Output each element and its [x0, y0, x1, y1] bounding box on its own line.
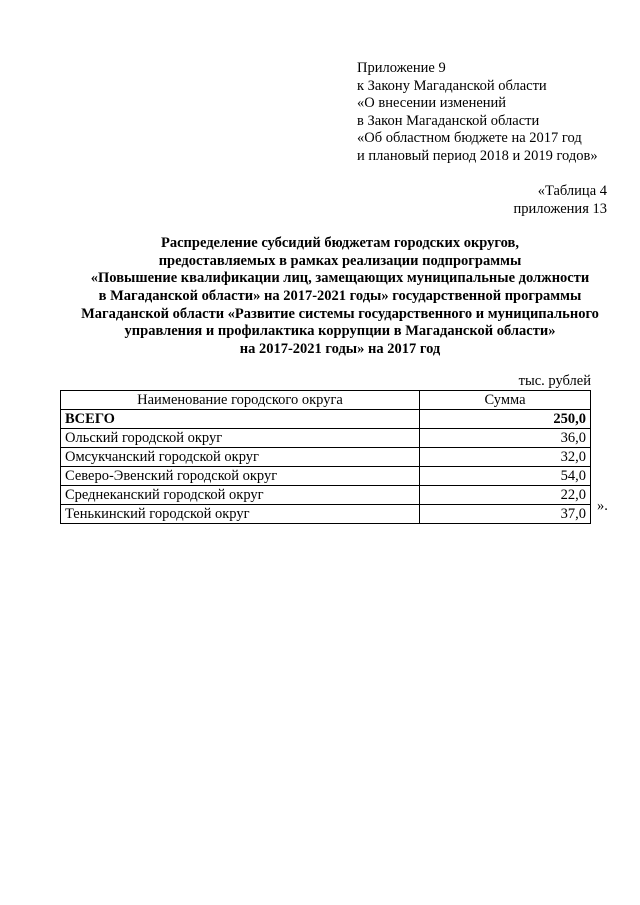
district-amount: 37,0	[420, 505, 591, 524]
table-row	[61, 486, 591, 505]
appendix-line: Приложение 9	[357, 60, 446, 76]
table-row	[61, 505, 591, 524]
units-label: тыс. рублей	[518, 373, 591, 389]
district-name: Среднеканский городской округ	[61, 486, 420, 505]
table-row	[61, 429, 591, 448]
title-line: Распределение субсидий бюджетам городских округов,	[161, 235, 519, 251]
appendix-line: и плановый период 2018 и 2019 годов»	[357, 147, 598, 164]
table-reference-line: «Таблица 4	[537, 183, 607, 199]
district-name: Северо-Эвенский городской округ	[61, 467, 420, 486]
total-label: ВСЕГО	[61, 410, 420, 429]
district-name: Ольский городской округ	[61, 429, 420, 448]
title-line: «Повышение квалификации лиц, замещающих муниципальные должности	[90, 270, 590, 287]
title-line: управления и профилактика коррупции в Магаданской области»	[124, 323, 556, 340]
appendix-line: к Закону Магаданской области	[357, 77, 547, 94]
district-amount: 32,0	[420, 448, 591, 467]
title-line: в Магаданской области» на 2017-2021 годы» государственной программы	[98, 288, 582, 305]
district-name: Омсукчанский городской округ	[61, 448, 420, 467]
header-name: Наименование городского округа	[61, 391, 420, 410]
title-line: Магаданской области «Развитие системы государственного и муниципального	[81, 305, 599, 322]
table-row	[61, 448, 591, 467]
table-reference-line: приложения 13	[513, 200, 607, 217]
table-row	[61, 467, 591, 486]
appendix-header	[357, 60, 598, 166]
district-amount: 54,0	[420, 467, 591, 486]
district-name: Тенькинский городской округ	[61, 505, 420, 524]
appendix-line: «Об областном бюджете на 2017 год	[357, 130, 582, 147]
appendix-line: в Закон Магаданской области	[357, 112, 540, 129]
document-title	[40, 235, 640, 359]
title-line: на 2017-2021 годы» на 2017 год	[239, 341, 441, 358]
subsidy-table	[60, 390, 591, 524]
district-amount: 22,0	[420, 486, 591, 505]
table-row-total	[61, 410, 591, 429]
district-amount: 36,0	[420, 429, 591, 448]
total-amount: 250,0	[420, 410, 591, 429]
header-amount: Сумма	[420, 391, 591, 410]
table-header-row	[61, 391, 591, 410]
appendix-line: «О внесении изменений	[357, 95, 507, 112]
closing-quote-mark: ».	[597, 498, 608, 514]
title-line: предоставляемых в рамках реализации подпрограммы	[158, 252, 522, 269]
table-reference	[514, 183, 607, 218]
